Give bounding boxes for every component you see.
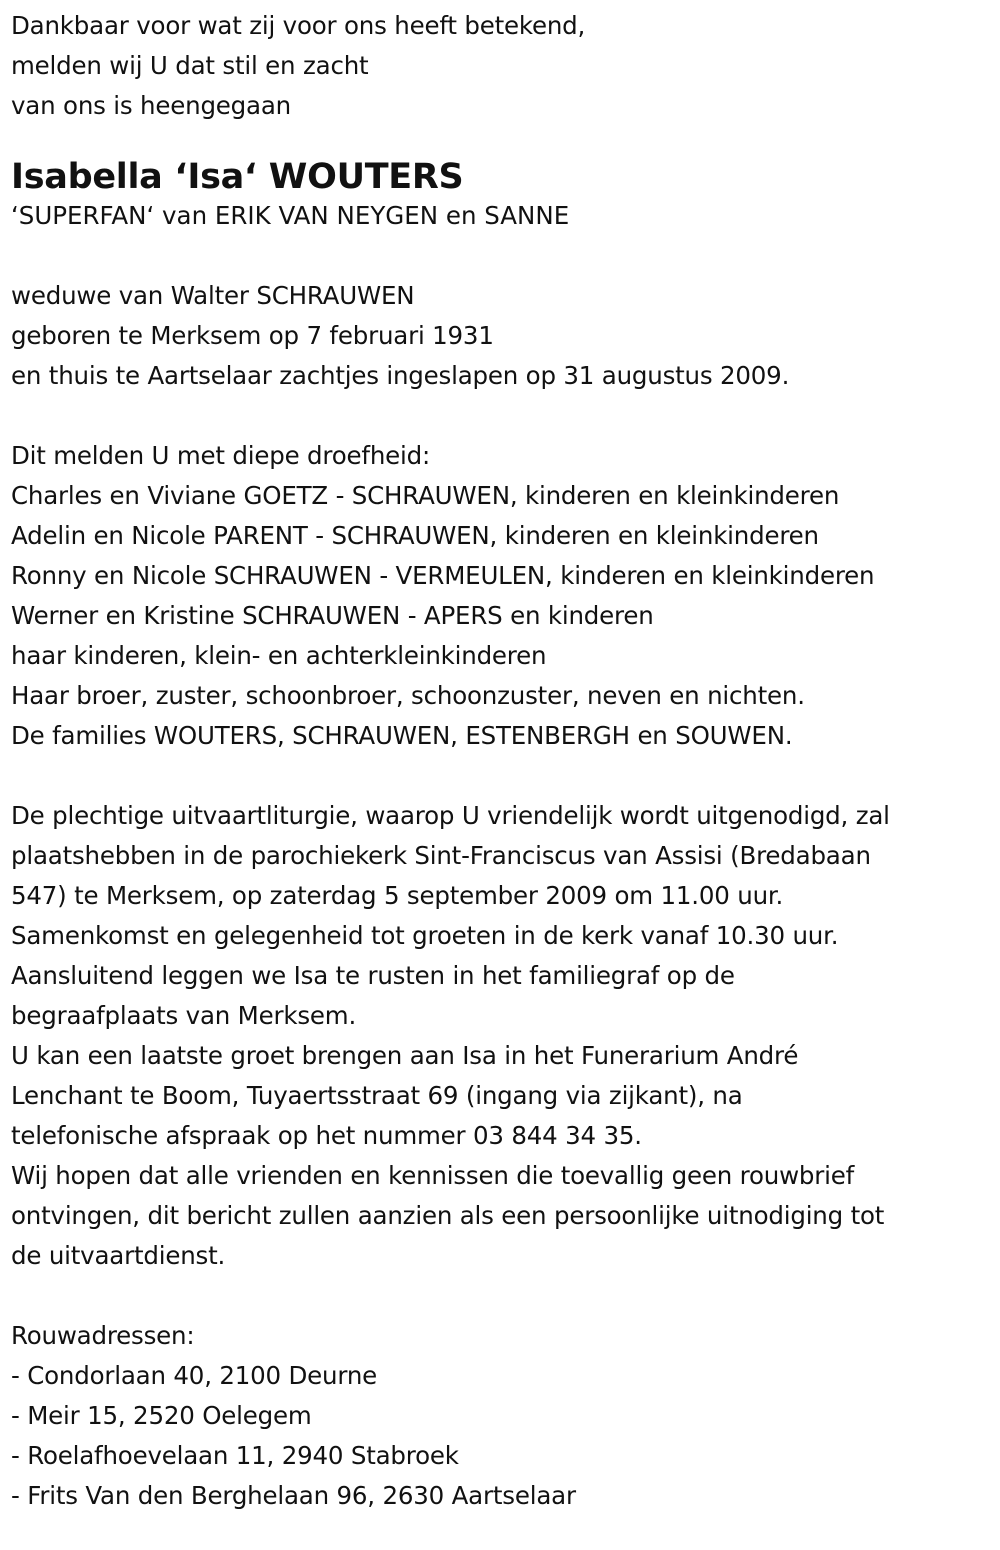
service-line: De plechtige uitvaartliturgie, waarop U vriendelijk wordt uitgenodigd, zal [11, 801, 890, 830]
intro-line: melden wij U dat stil en zacht [11, 51, 369, 80]
obituary-notice [11, 6, 991, 1516]
family-line: haar kinderen, klein- en achterkleinkinderen [11, 641, 547, 670]
spacer [11, 236, 991, 276]
family-line: Ronny en Nicole SCHRAUWEN - VERMEULEN, kinderen en kleinkinderen [11, 561, 875, 590]
service-section [11, 796, 991, 1276]
service-line: Aansluitend leggen we Isa te rusten in het familiegraf op de [11, 961, 735, 990]
family-line: De families WOUTERS, SCHRAUWEN, ESTENBERGH en SOUWEN. [11, 721, 793, 750]
bio-section [11, 276, 991, 396]
bio-line: en thuis te Aartselaar zachtjes ingeslapen op 31 augustus 2009. [11, 361, 790, 390]
service-line: begraafplaats van Merksem. [11, 1001, 357, 1030]
intro-line: van ons is heengegaan [11, 91, 291, 120]
intro-section [11, 6, 991, 126]
service-line: U kan een laatste groet brengen aan Isa in het Funerarium André [11, 1041, 799, 1070]
service-line: Samenkomst en gelegenheid tot groeten in de kerk vanaf 10.30 uur. [11, 921, 839, 950]
service-line: de uitvaartdienst. [11, 1241, 226, 1270]
family-section [11, 436, 991, 756]
addresses-section [11, 1316, 991, 1516]
deceased-name: Isabella ‘Isa‘ WOUTERS [11, 157, 464, 197]
service-line: 547) te Merksem, op zaterdag 5 september 2009 om 11.00 uur. [11, 881, 784, 910]
address-item: - Frits Van den Berghelaan 96, 2630 Aartselaar [11, 1481, 576, 1510]
family-line: Werner en Kristine SCHRAUWEN - APERS en kinderen [11, 601, 654, 630]
family-line: Haar broer, zuster, schoonbroer, schoonzuster, neven en nichten. [11, 681, 805, 710]
spacer [11, 1276, 991, 1316]
family-line: Charles en Viviane GOETZ - SCHRAUWEN, kinderen en kleinkinderen [11, 481, 840, 510]
address-item: - Condorlaan 40, 2100 Deurne [11, 1361, 378, 1390]
spacer [11, 756, 991, 796]
address-item: - Roelafhoevelaan 11, 2940 Stabroek [11, 1441, 459, 1470]
addresses-heading: Rouwadressen: [11, 1321, 195, 1350]
service-line: ontvingen, dit bericht zullen aanzien als een persoonlijke uitnodiging tot [11, 1201, 885, 1230]
spacer [11, 126, 991, 150]
service-line: Lenchant te Boom, Tuyaertsstraat 69 (ingang via zijkant), na [11, 1081, 743, 1110]
intro-line: Dankbaar voor wat zij voor ons heeft betekend, [11, 11, 586, 40]
address-item: - Meir 15, 2520 Oelegem [11, 1401, 312, 1430]
family-line: Adelin en Nicole PARENT - SCHRAUWEN, kinderen en kleinkinderen [11, 521, 819, 550]
service-line: telefonische afspraak op het nummer 03 844 34 35. [11, 1121, 642, 1150]
service-line: Wij hopen dat alle vrienden en kennissen die toevallig geen rouwbrief [11, 1161, 855, 1190]
family-line: Dit melden U met diepe droefheid: [11, 441, 431, 470]
spacer [11, 396, 991, 436]
deceased-subtitle: ‘SUPERFAN‘ van ERIK VAN NEYGEN en SANNE [11, 201, 570, 230]
bio-line: geboren te Merksem op 7 februari 1931 [11, 321, 494, 350]
deceased-section [11, 154, 991, 230]
bio-line: weduwe van Walter SCHRAUWEN [11, 281, 415, 310]
service-line: plaatshebben in de parochiekerk Sint-Franciscus van Assisi (Bredabaan [11, 841, 871, 870]
